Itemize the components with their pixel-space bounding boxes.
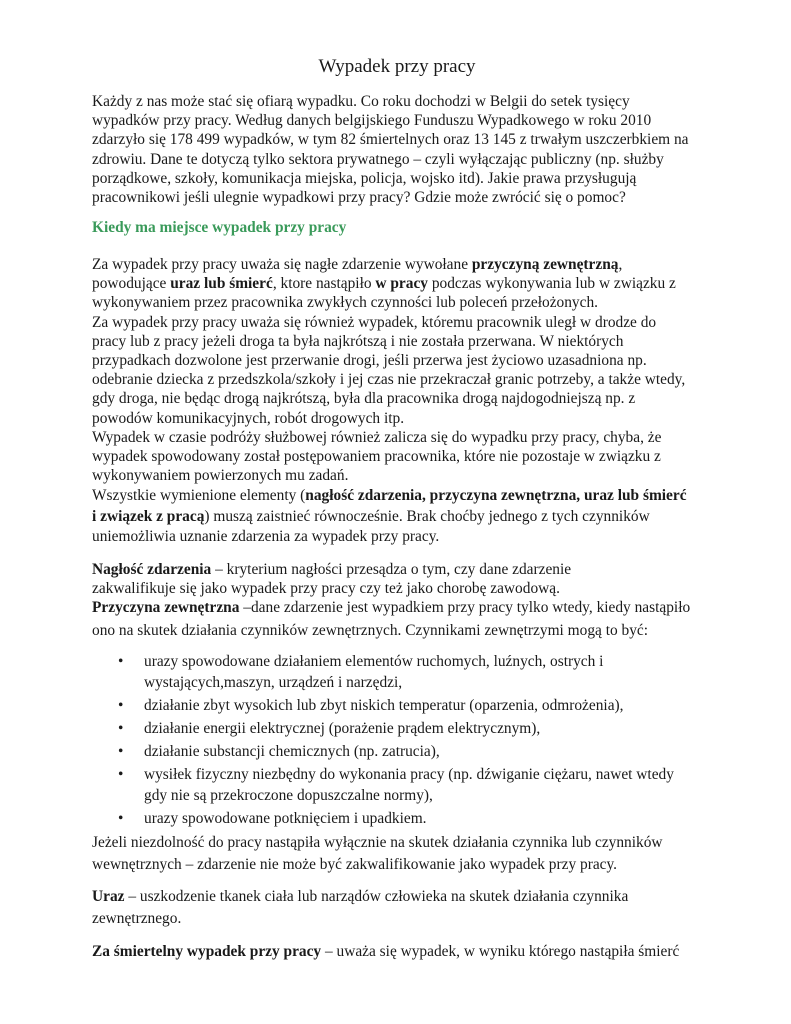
bold-term: przyczyną zewnętrzną	[471, 256, 619, 273]
bold-term: w pracy	[375, 275, 428, 293]
bold-term: i związek z pracą	[92, 507, 205, 525]
text-run: ,	[618, 256, 623, 273]
bold-term: nagłość zdarzenia, przyczyna zewnętrzna, uraz lub śmierć	[305, 487, 687, 504]
bullet-icon: •	[118, 653, 124, 670]
internal-line: Jeżeli niezdolność do pracy nastąpiła wyłącznie na skutek działania czynnika lub czynników	[92, 834, 663, 851]
intro-paragraph	[92, 92, 702, 207]
commute-line: przypadkach dozwolone jest przerwanie drogi, jeśli przerwa jest życiowo uzasadniona np.	[92, 352, 647, 370]
text-run: – uszkodzenie tkanek ciała lub narządów człowieka na skutek działania czynnika	[124, 888, 629, 905]
bullet-icon: •	[118, 766, 124, 783]
list-item	[116, 718, 702, 739]
definition-line: wykonywaniem przez pracownika zwykłych czynności lub poleceń przełożonych.	[92, 294, 598, 312]
elements-line	[92, 486, 702, 507]
naglosc-line: zakwalifikuje się jako wypadek przy pracy czy też jako chorobę zawodową.	[92, 580, 560, 598]
text-run: –dane zdarzenie jest wypadkiem przy pracy tylko wtedy, kiedy nastąpiło	[239, 599, 691, 617]
intro-line: zdrowiu. Dane te dotyczą tylko sektora prywatnego – czyli wyłączając publiczny (np. służby	[92, 150, 664, 168]
criteria-paragraph	[92, 560, 702, 640]
przyczyna-line	[92, 598, 702, 617]
list-item-text: działanie energii elektrycznej (porażenie prądem elektrycznym),	[144, 720, 541, 737]
text-run: – uważa się wypadek, w wyniku którego nastąpiła śmierć	[321, 943, 680, 960]
elements-line	[92, 507, 702, 528]
fatal-accident-paragraph	[92, 941, 702, 963]
bullet-icon: •	[118, 810, 124, 827]
intro-line: pracownikowi jeśli ulegnie wypadkowi przy pracy? Gdzie może zwrócić się o pomoc?	[92, 189, 626, 207]
definition-line	[92, 255, 702, 274]
list-item-text: wystających,maszyn, urządzeń i narzędzi,	[144, 674, 403, 691]
list-item	[116, 741, 702, 762]
uraz-line: zewnętrznego.	[92, 910, 182, 927]
intro-line: Każdy z nas może stać się ofiarą wypadku. Co roku dochodzi w Belgii do setek tysięcy	[92, 93, 630, 110]
external-factors-list	[116, 651, 702, 831]
przyczyna-line: ono na skutek działania czynników zewnętrznych. Czynnikami zewnętrzymi mogą to być:	[92, 621, 649, 639]
commute-line: pracy lub z pracy jeżeli droga ta była najkrótszą i nie została przerwana. W niektórych	[92, 332, 624, 350]
text-run: Wszystkie wymienione elementy (	[92, 487, 306, 504]
list-item	[116, 651, 702, 693]
bullet-icon: •	[118, 697, 124, 714]
internal-factors-paragraph	[92, 832, 702, 876]
bold-term: Nagłość zdarzenia	[92, 561, 212, 578]
internal-line: wewnętrznych – zdarzenie nie może być zakwalifikowanie jako wypadek przy pracy.	[92, 856, 618, 873]
list-item-text: urazy spowodowane potknięciem i upadkiem.	[144, 810, 427, 827]
bullet-icon: •	[118, 743, 124, 760]
text-run: powodujące	[92, 275, 171, 293]
intro-line: porządkowe, szkoły, komunikacja miejska, policja, wojsko itd). Jakie prawa przysługują	[92, 169, 637, 187]
bold-term: uraz lub śmierć	[170, 275, 273, 293]
definition-paragraph	[92, 255, 702, 485]
intro-line: zdarzyło się 178 499 wypadków, w tym 82 śmiertelnych oraz 13 145 z trwałym uszczerbkiem na	[92, 131, 689, 149]
list-item-text: wysiłek fizyczny niezbędny do wykonania pracy (np. dźwiganie ciężaru, nawet wtedy	[144, 766, 674, 783]
bold-term: Za śmiertelny wypadek przy pracy	[92, 943, 322, 960]
intro-line: wypadków przy pracy. Według danych belgijskiego Funduszu Wypadkowego w roku 2010	[92, 112, 652, 130]
elements-paragraph	[92, 486, 702, 548]
uraz-paragraph	[92, 886, 702, 930]
list-item-text: działanie substancji chemicznych (np. zatrucia),	[144, 743, 440, 760]
elements-line: uniemożliwia uznanie zdarzenia za wypadek przy pracy.	[92, 528, 440, 545]
commute-line: powodów komunikacyjnych, robót drogowych itp.	[92, 409, 405, 427]
text-run: Za wypadek przy pracy uważa się nagłe zdarzenie wywołane	[92, 256, 472, 273]
list-item	[116, 695, 702, 716]
text-run: – kryterium nagłości przesądza o tym, czy dane zdarzenie	[211, 561, 572, 578]
business-trip-line: Wypadek w czasie podróży służbowej również zalicza się do wypadku przy pracy, chyba, że	[92, 428, 662, 446]
commute-line: gdy droga, nie będąc drogą najkrótszą, była dla pracownika drogą najdogodniejszą np. z	[92, 390, 636, 408]
business-trip-line: wykonywaniem powierzonych mu zadań.	[92, 467, 349, 485]
list-item-text: urazy spowodowane działaniem elementów ruchomych, luźnych, ostrych i	[144, 653, 604, 670]
list-item-text: działanie zbyt wysokich lub zbyt niskich temperatur (oparzenia, odmrożenia),	[144, 697, 624, 714]
text-run: , ktore nastąpiło	[272, 275, 376, 293]
definition-line	[92, 274, 702, 293]
text-run: podczas wykonywania lub w związku z	[427, 275, 676, 293]
commute-line: Za wypadek przy pracy uważa się również wypadek, któremu pracownik uległ w drodze do	[92, 313, 657, 331]
bullet-icon: •	[118, 720, 124, 737]
commute-line: odebranie dziecka z przedszkola/szkoły i jej czas nie przekraczał granic potrzeby, a także wtedy,	[92, 371, 686, 389]
bold-term: Uraz	[92, 888, 125, 905]
list-item	[116, 764, 702, 806]
section-heading: Kiedy ma miejsce wypadek przy pracy	[92, 219, 347, 236]
page-title: Wypadek przy pracy	[318, 56, 476, 77]
naglosc-line	[92, 560, 702, 579]
list-item-text: gdy nie są przekroczone dopuszczalne normy),	[144, 787, 433, 804]
text-run: ) muszą zaistnieć równocześnie. Brak choćby jednego z tych czynników	[204, 507, 650, 525]
uraz-line	[92, 886, 702, 908]
business-trip-line: wypadek spowodowany został postępowaniem pracownika, które nie pozostaje w związku z	[92, 448, 661, 466]
bold-term: Przyczyna zewnętrzna	[92, 599, 240, 617]
fatal-line	[92, 941, 702, 963]
list-item	[116, 808, 702, 829]
